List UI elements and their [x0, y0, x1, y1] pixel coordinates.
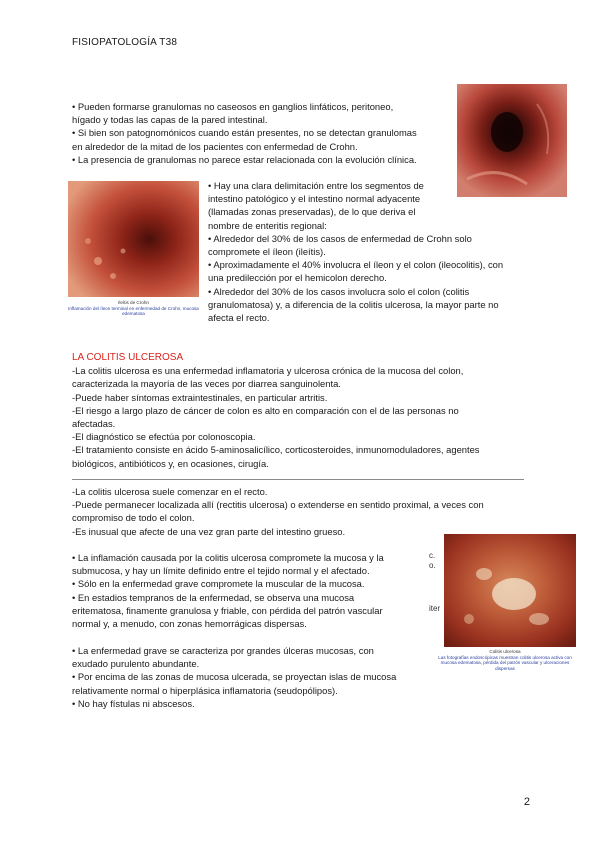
severe-disease-text-block — [72, 644, 396, 710]
text-line: biológicos, antibióticos y, en ocasiones, cirugía. — [72, 457, 269, 469]
text-line: -El riesgo a largo plazo de cáncer de colon es alto en comparación con el de las personas no — [72, 404, 459, 416]
text-line: • Por encima de las zonas de mucosa ulcerada, se proyectan islas de mucosa — [72, 671, 397, 683]
caption-text: Las fotografías endoscópicas muestran colitis ulcerosa activa con mucosa edematosa, pérdida del patrón vascular y ulceraciones dispersas — [438, 654, 572, 671]
rectum-text-block — [72, 485, 484, 538]
text-line: -Puede permanecer localizada allí (rectitis ulcerosa) o extenderse en sentido proximal, a veces con — [72, 499, 484, 511]
text-line: • La inflamación causada por la colitis ulcerosa compromete la mucosa y la — [72, 552, 384, 563]
text-line: • Hay una clara delimitación entre los segmentos de — [208, 180, 424, 191]
granulomas-text-block — [72, 100, 417, 166]
text-line: -Puede haber síntomas extraintestinales, en particular artritis. — [72, 391, 328, 403]
caption-title: Ileítis de Crohn — [118, 300, 149, 305]
figure-right-caption — [432, 649, 578, 671]
text-line: -Es inusual que afecte de una vez gran parte del intestino grueso. — [72, 525, 346, 537]
text-line: • Pueden formarse granulomas no caseosos en ganglios linfáticos, peritoneo, — [72, 101, 394, 112]
text-line: caracterizada la mayoría de las veces por diarrea sanguinolenta. — [72, 378, 341, 390]
text-line: eritematosa, finamente granulosa y friable, con pérdida del patrón vascular — [72, 604, 383, 616]
text-line: submucosa, y hay un límite definido entre el tejido normal y el afectado. — [72, 565, 370, 577]
text-line: normal y, a menudo, con zonas hemorrágicas dispersas. — [72, 618, 307, 630]
text-line: • En estadios tempranos de la enfermedad, se observa una mucosa — [72, 591, 355, 603]
stray-fragment: c. — [429, 551, 436, 560]
text-line: compromete el íleon (ileítis). — [208, 246, 326, 258]
text-line: (llamadas zonas preservadas), de lo que deriva el — [208, 206, 416, 218]
text-line: compromiso de todo el colon. — [72, 512, 195, 524]
text-line: -El tratamiento consiste en ácido 5-aminosalicílico, corticosteroides, inmunomoduladores, agentes — [72, 444, 480, 456]
text-line: • Sólo en la enfermedad grave compromete la muscular de la mucosa. — [72, 578, 365, 590]
text-line: granulomatosa) y, a diferencia de la colitis ulcerosa, la mayor parte no — [208, 298, 499, 310]
figure-left-caption — [68, 300, 199, 317]
text-line: • Alrededor del 30% de los casos de enfermedad de Crohn solo — [208, 232, 472, 244]
page-header: FISIOPATOLOGÍA T38 — [72, 37, 178, 48]
text-line: exudado purulento abundante. — [72, 658, 200, 670]
text-line: • Alrededor del 30% de los casos involucra solo el colon (colitis — [208, 285, 470, 297]
section-heading: LA COLITIS ULCEROSA — [72, 352, 184, 363]
text-line: • Si bien son patognomónicos cuando están presentes, no se detectan granulomas — [72, 127, 417, 139]
text-line: • La presencia de granulomas no parece estar relacionada con la evolución clínica. — [72, 153, 417, 165]
text-line: -La colitis ulcerosa es una enfermedad inflamatoria y ulcerosa crónica de la mucosa del colon, — [72, 365, 464, 377]
text-line: afecta el recto. — [208, 312, 270, 324]
text-line: • La enfermedad grave se caracteriza por grandes úlceras mucosas, con — [72, 645, 374, 656]
inflammation-text-block — [72, 551, 384, 630]
caption-title: Colitis ulcerosa — [489, 649, 521, 654]
caption-text: Inflamación del íleon terminal en enfermedad de Crohn, mucosa edematosa — [68, 305, 199, 317]
text-line: -El diagnóstico se efectúa por colonoscopia. — [72, 431, 256, 443]
divider — [72, 479, 524, 480]
text-line: relativamente normal o hiperplásica inflamatoria (seudopólipos). — [72, 684, 338, 696]
text-line: una predilección por el hemicolon derecho. — [208, 272, 387, 284]
stray-fragment: o. — [429, 561, 436, 570]
crohn-distribution-text-block — [208, 179, 503, 324]
text-line: intestino patológico y el intestino normal adyacente — [208, 193, 421, 205]
text-line: afectadas. — [72, 418, 116, 430]
text-line: en alrededor de la mitad de los pacientes con enfermedad de Crohn. — [72, 140, 358, 152]
endoscopy-image-right — [444, 534, 576, 647]
text-line: hígado y todas las capas de la pared intestinal. — [72, 114, 268, 126]
stray-fragment: iter — [429, 604, 441, 613]
text-line: -La colitis ulcerosa suele comenzar en el recto. — [72, 486, 268, 497]
page-number: 2 — [523, 796, 530, 808]
text-line: • Aproximadamente el 40% involucra el íleon y el colon (ileocolitis), con — [208, 259, 504, 271]
endoscopy-image-left — [68, 181, 199, 297]
ulcerative-colitis-section — [72, 351, 480, 470]
text-line: nombre de enteritis regional: — [208, 219, 327, 231]
text-line: • No hay fístulas ni abscesos. — [72, 697, 195, 709]
